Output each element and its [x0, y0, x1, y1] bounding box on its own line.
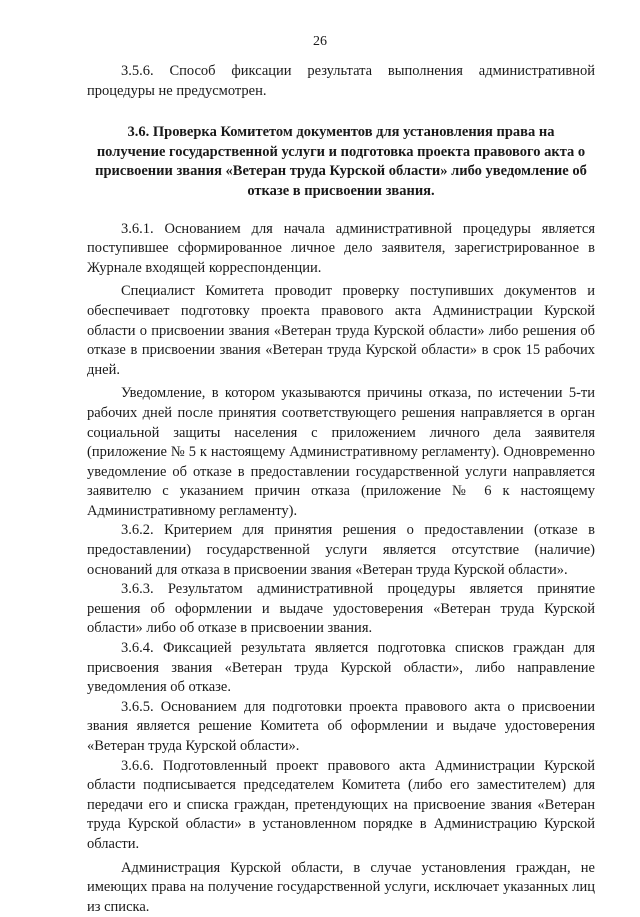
paragraph-3-6-6: 3.6.6. Подготовленный проект правового акта Администрации Курской области подписывается председателем Комитета (либо его заместителем) для передачи его и списка граждан, претендующих на присвоение звания «Ветеран труда Курской области» в установленном порядке в Администрацию Курской области.	[87, 757, 595, 852]
page-number: 26	[313, 34, 327, 49]
paragraph-3-6-1: 3.6.1. Основанием для начала административной процедуры является поступившее сформированное личное дело заявителя, зарегистрированное в Журнале входящей корреспонденции.	[87, 220, 595, 276]
paragraph-administration: Администрация Курской области, в случае установления граждан, не имеющих права на получение государственной услуги, исключает указанных лиц из списка.	[87, 859, 595, 915]
paragraph-notice: Уведомление, в котором указываются причины отказа, по истечении 5-ти рабочих дней после принятия соответствующего решения направляется в орган социальной защиты населения с приложением личного дела заявителя (приложение № 5 к настоящему Административному регламенту). Одновременно уведомление об отказе в предоставлении государственной услуги направляется заявителю с указанием причин отказа (приложение № 6 к настоящему Административному регламенту).	[87, 385, 595, 519]
paragraph-3-5-6: 3.5.6. Способ фиксации результата выполнения административной процедуры не предусмотрен.	[87, 63, 595, 99]
paragraph-specialist: Специалист Комитета проводит проверку поступивших документов и обеспечивает подготовку проекта правового акта Администрации Курской области о присвоении звания «Ветеран труда Курской области» либо решения об отказе в присвоении звания «Ветеран труда Курской области» в срок 15 рабочих дней.	[87, 283, 595, 378]
document-body	[87, 62, 595, 917]
paragraph-3-6-3: 3.6.3. Результатом административной процедуры является принятие решения об оформлении и выдаче удостоверения «Ветеран труда Курской области» либо об отказе в присвоении звания.	[87, 581, 595, 637]
section-heading-3-6: 3.6. Проверка Комитетом документов для установления права на получение государственной услуги и подготовка проекта правового акта о присвоении звания «Ветеран труда Курской области» либо уведомление об отказе в присвоении звания.	[95, 124, 587, 199]
paragraph-3-6-2: 3.6.2. Критерием для принятия решения о предоставлении (отказе в предоставлении) государственной услуги является отсутствие (наличие) оснований для отказа в присвоении звания «Ветеран труда Курской области».	[87, 522, 595, 578]
paragraph-3-6-4: 3.6.4. Фиксацией результата является подготовка списков граждан для присвоения звания «Ветеран труда Курской области», либо направление уведомления об отказе.	[87, 640, 595, 696]
paragraph-3-6-5: 3.6.5. Основанием для подготовки проекта правового акта о присвоении звания является решение Комитета об оформлении и выдаче удостоверения «Ветеран труда Курской области».	[87, 698, 595, 754]
